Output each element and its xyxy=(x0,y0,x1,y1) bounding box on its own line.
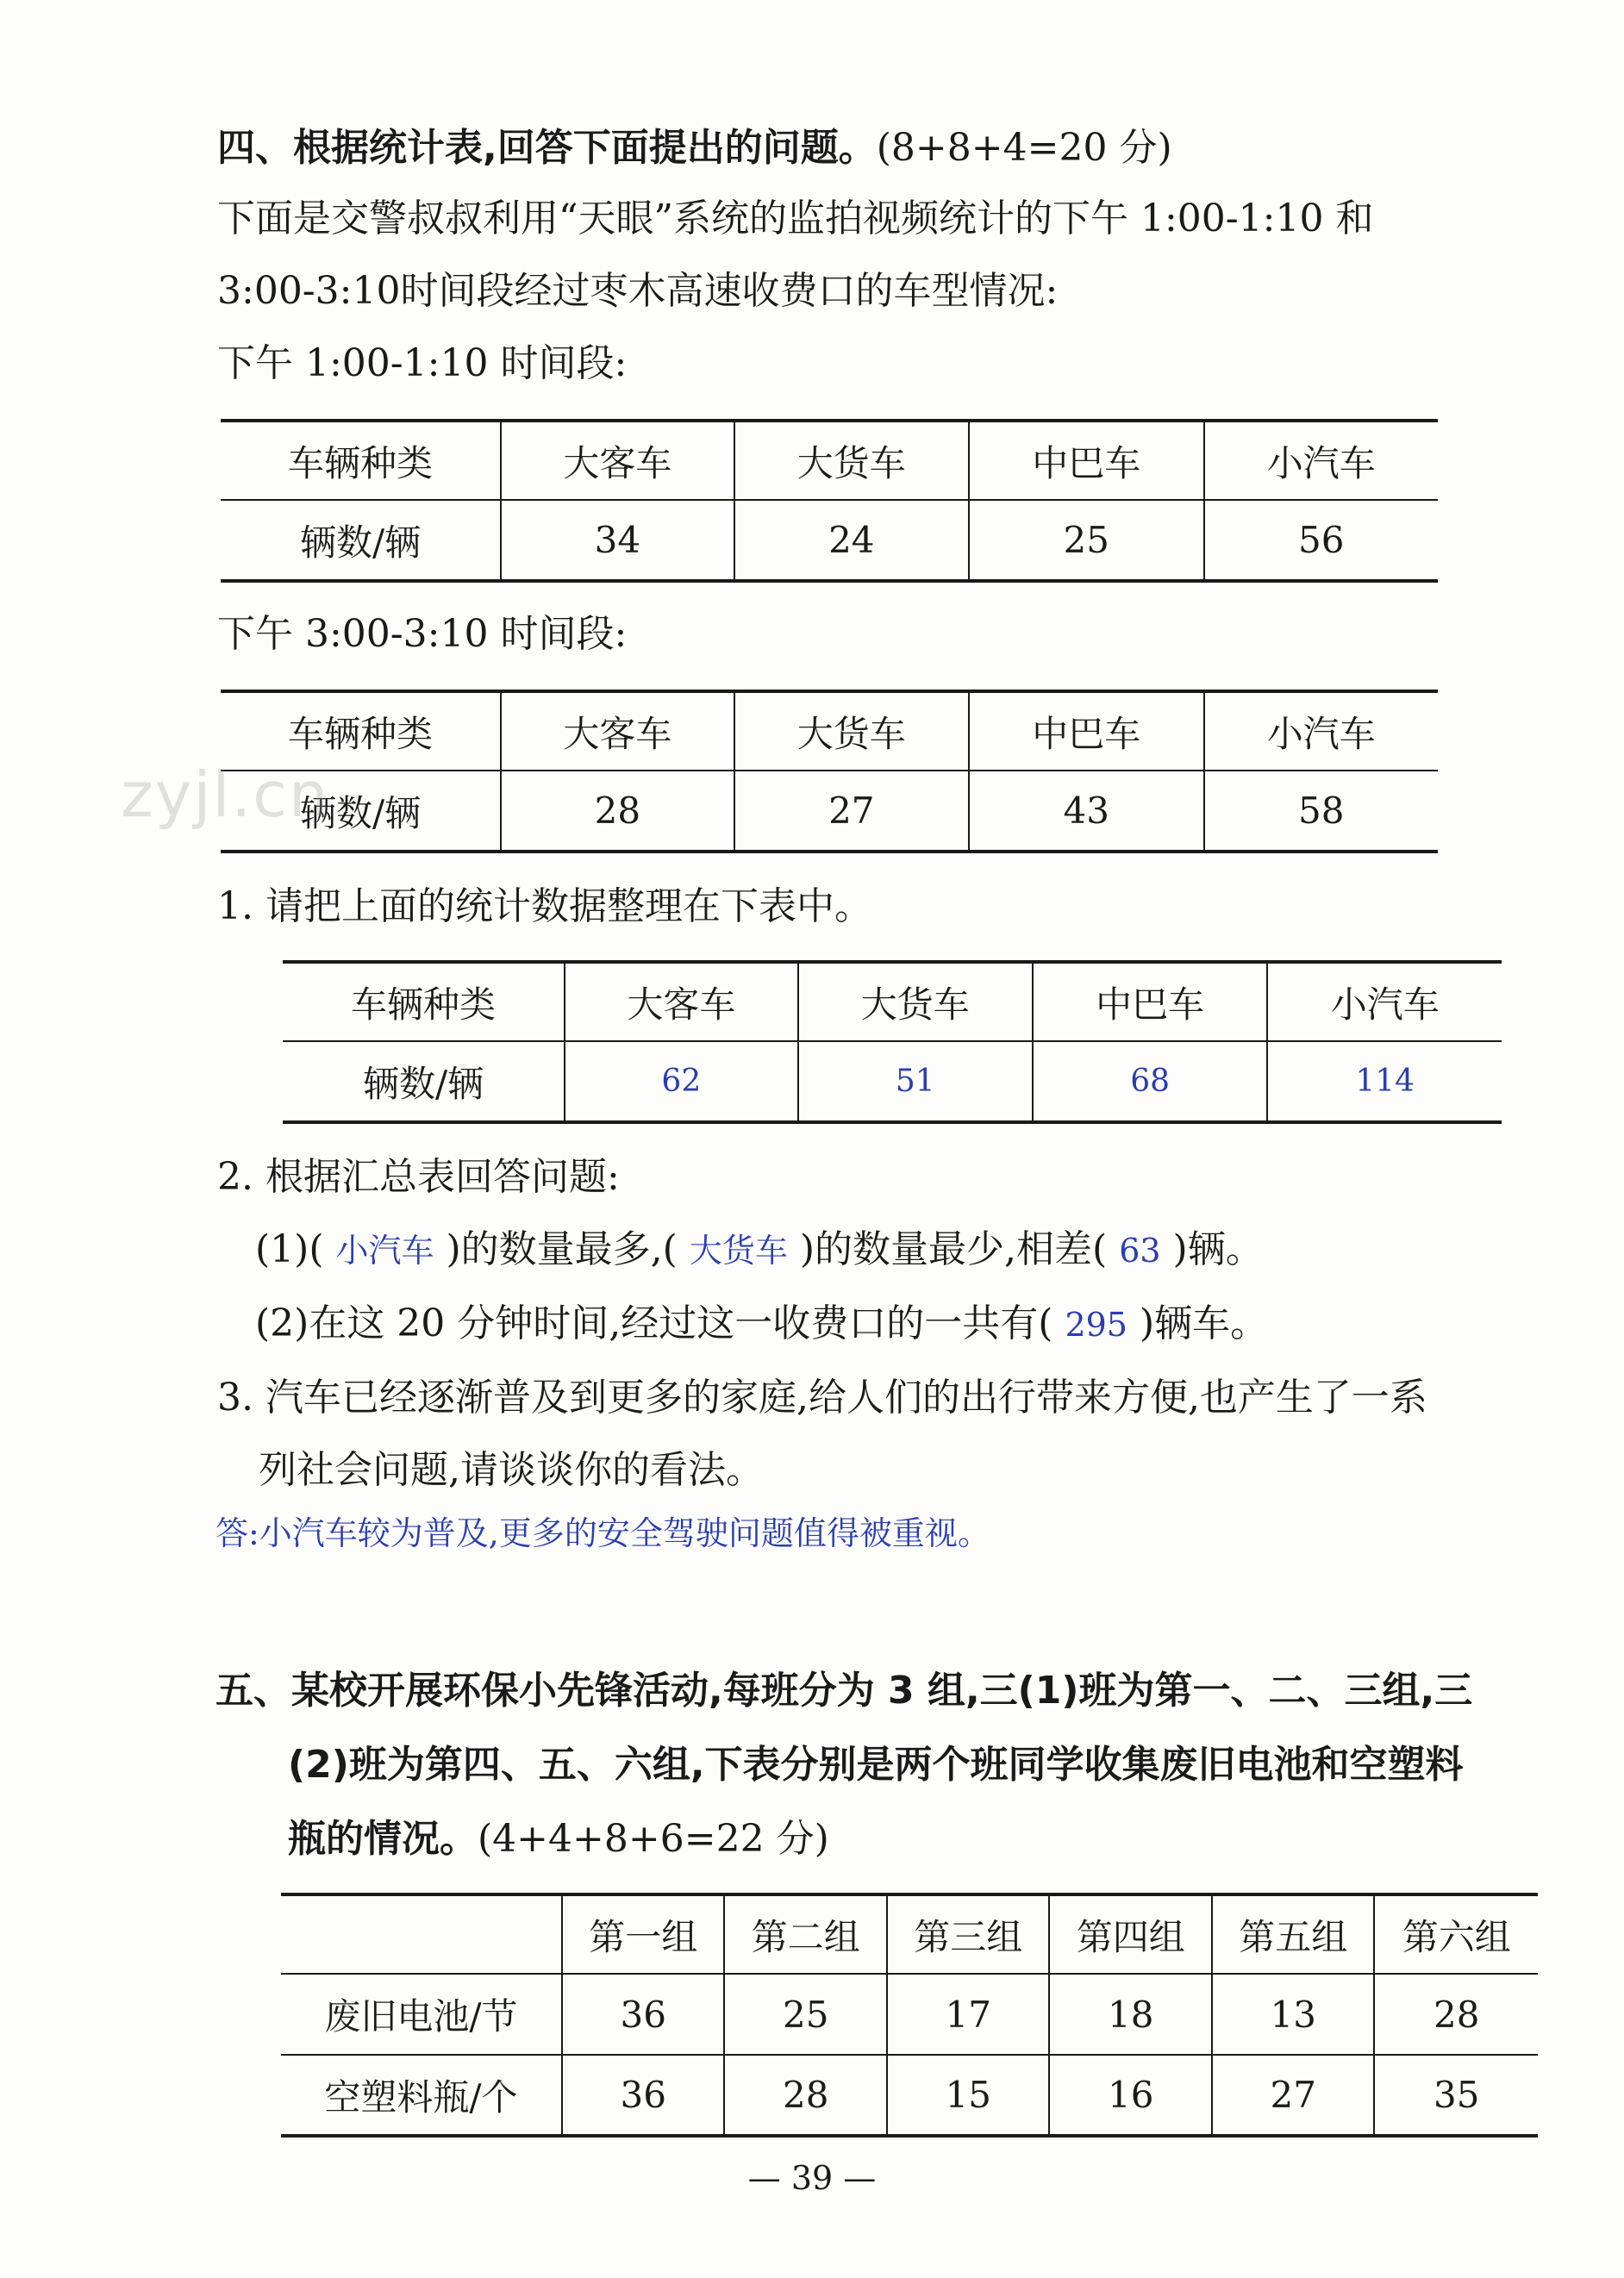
recycle-row-label-batteries: 废旧电池/节 xyxy=(281,1974,562,2055)
table1-caption: 下午 1:00-1:10 时间段: xyxy=(217,341,628,385)
q2-2-part2: )辆车。 xyxy=(1139,1301,1269,1345)
recycle-cell: 36 xyxy=(562,2055,725,2136)
recycle-header-group6: 第六组 xyxy=(1374,1894,1538,1974)
summary-answer-cell: 51 xyxy=(798,1041,1033,1122)
question-2-2 xyxy=(255,1301,1269,1345)
table-3pm xyxy=(221,690,1438,853)
question-3-line1: 3. 汽车已经逐渐普及到更多的家庭,给人们的出行带来方便,也产生了一系 xyxy=(217,1376,1427,1420)
table1-row-label: 辆数/辆 xyxy=(221,500,501,581)
section4-intro-line2: 3:00-3:10时间段经过枣木高速收费口的车型情况: xyxy=(217,269,1059,313)
table1-header-minibus: 中巴车 xyxy=(969,421,1203,500)
table2-header-type: 车辆种类 xyxy=(221,691,501,771)
watermark: zyjl.cn xyxy=(121,758,330,831)
section4-heading xyxy=(217,126,1172,170)
question-2-1 xyxy=(255,1227,1264,1271)
table2-header-car: 小汽车 xyxy=(1204,691,1438,771)
question-1: 1. 请把上面的统计数据整理在下表中。 xyxy=(217,884,872,928)
q2-1-answer-diff: 63 xyxy=(1119,1232,1161,1270)
summary-header-truck: 大货车 xyxy=(798,962,1033,1041)
summary-answer-cell: 114 xyxy=(1267,1041,1502,1122)
section4-score: (8+8+4=20 分) xyxy=(876,126,1172,170)
recycle-cell: 36 xyxy=(562,1974,725,2055)
q2-2-answer-total: 295 xyxy=(1065,1306,1127,1344)
summary-header-car: 小汽车 xyxy=(1267,962,1502,1041)
recycle-cell: 27 xyxy=(1212,2055,1375,2136)
section5-line3-text: 瓶的情况。 xyxy=(288,1817,478,1861)
recycle-cell: 15 xyxy=(887,2055,1050,2136)
summary-header-type: 车辆种类 xyxy=(283,962,565,1041)
recycle-header-group2: 第二组 xyxy=(724,1894,887,1974)
recycle-cell: 13 xyxy=(1212,1974,1375,2055)
table1-cell: 25 xyxy=(969,500,1203,581)
q2-1-answer-least: 大货车 xyxy=(689,1232,788,1270)
section4-intro-line1: 下面是交警叔叔利用“天眼”系统的监拍视频统计的下午 1:00-1:10 和 xyxy=(217,197,1374,240)
table2-cell: 27 xyxy=(734,771,969,852)
summary-header-bus: 大客车 xyxy=(565,962,797,1041)
table-1pm xyxy=(221,419,1438,583)
table2-header-minibus: 中巴车 xyxy=(969,691,1203,771)
recycle-cell: 17 xyxy=(887,1974,1050,2055)
recycle-cell: 25 xyxy=(724,1974,887,2055)
q2-1-part4: )辆。 xyxy=(1172,1227,1264,1271)
table1-header-truck: 大货车 xyxy=(734,421,969,500)
page-number: — 39 — xyxy=(747,2159,877,2197)
recycle-header-empty xyxy=(281,1894,562,1974)
table-recycling xyxy=(281,1893,1538,2138)
summary-header-minibus: 中巴车 xyxy=(1033,962,1267,1041)
table-summary xyxy=(283,960,1502,1124)
q2-1-part3: )的数量最少,相差( xyxy=(799,1227,1108,1271)
section4-heading-text: 四、根据统计表,回答下面提出的问题。 xyxy=(217,126,877,170)
summary-answer-cell: 62 xyxy=(565,1041,797,1122)
question-2: 2. 根据汇总表回答问题: xyxy=(217,1155,620,1199)
recycle-cell: 28 xyxy=(724,2055,887,2136)
section5-line3 xyxy=(288,1817,829,1861)
table2-cell: 28 xyxy=(501,771,734,852)
table1-header-bus: 大客车 xyxy=(501,421,734,500)
table2-cell: 58 xyxy=(1204,771,1438,852)
table1-cell: 34 xyxy=(501,500,734,581)
q2-1-answer-most: 小汽车 xyxy=(335,1232,434,1270)
recycle-header-group3: 第三组 xyxy=(887,1894,1050,1974)
q2-1-part1: (1)( xyxy=(255,1227,324,1271)
summary-answer-cell: 68 xyxy=(1033,1041,1267,1122)
recycle-cell: 16 xyxy=(1049,2055,1212,2136)
recycle-cell: 18 xyxy=(1049,1974,1212,2055)
table1-header-type: 车辆种类 xyxy=(221,421,501,500)
table2-header-bus: 大客车 xyxy=(501,691,734,771)
table2-row-label: 辆数/辆 xyxy=(221,771,501,852)
section5-score: (4+4+8+6=22 分) xyxy=(478,1817,829,1861)
recycle-header-group4: 第四组 xyxy=(1049,1894,1212,1974)
section5-line1: 五、某校开展环保小先锋活动,每班分为 3 组,三(1)班为第一、二、三组,三 xyxy=(215,1669,1473,1713)
table1-cell: 56 xyxy=(1204,500,1438,581)
q2-2-part1: (2)在这 20 分钟时间,经过这一收费口的一共有( xyxy=(255,1301,1053,1345)
table2-cell: 43 xyxy=(969,771,1203,852)
recycle-row-label-bottles: 空塑料瓶/个 xyxy=(281,2055,562,2136)
table1-cell: 24 xyxy=(734,500,969,581)
table1-header-car: 小汽车 xyxy=(1204,421,1438,500)
summary-row-label: 辆数/辆 xyxy=(283,1041,565,1122)
section5-line2: (2)班为第四、五、六组,下表分别是两个班同学收集废旧电池和空塑料 xyxy=(288,1743,1464,1787)
recycle-header-group5: 第五组 xyxy=(1212,1894,1375,1974)
recycle-cell: 28 xyxy=(1374,1974,1538,2055)
q2-1-part2: )的数量最多,( xyxy=(446,1227,678,1271)
question-3-line2: 列社会问题,请谈谈你的看法。 xyxy=(259,1448,764,1492)
recycle-header-group1: 第一组 xyxy=(562,1894,725,1974)
recycle-cell: 35 xyxy=(1374,2055,1538,2136)
table2-caption: 下午 3:00-3:10 时间段: xyxy=(217,612,628,656)
question-3-answer: 答:小汽车较为普及,更多的安全驾驶问题值得被重视。 xyxy=(215,1514,990,1552)
table2-header-truck: 大货车 xyxy=(734,691,969,771)
